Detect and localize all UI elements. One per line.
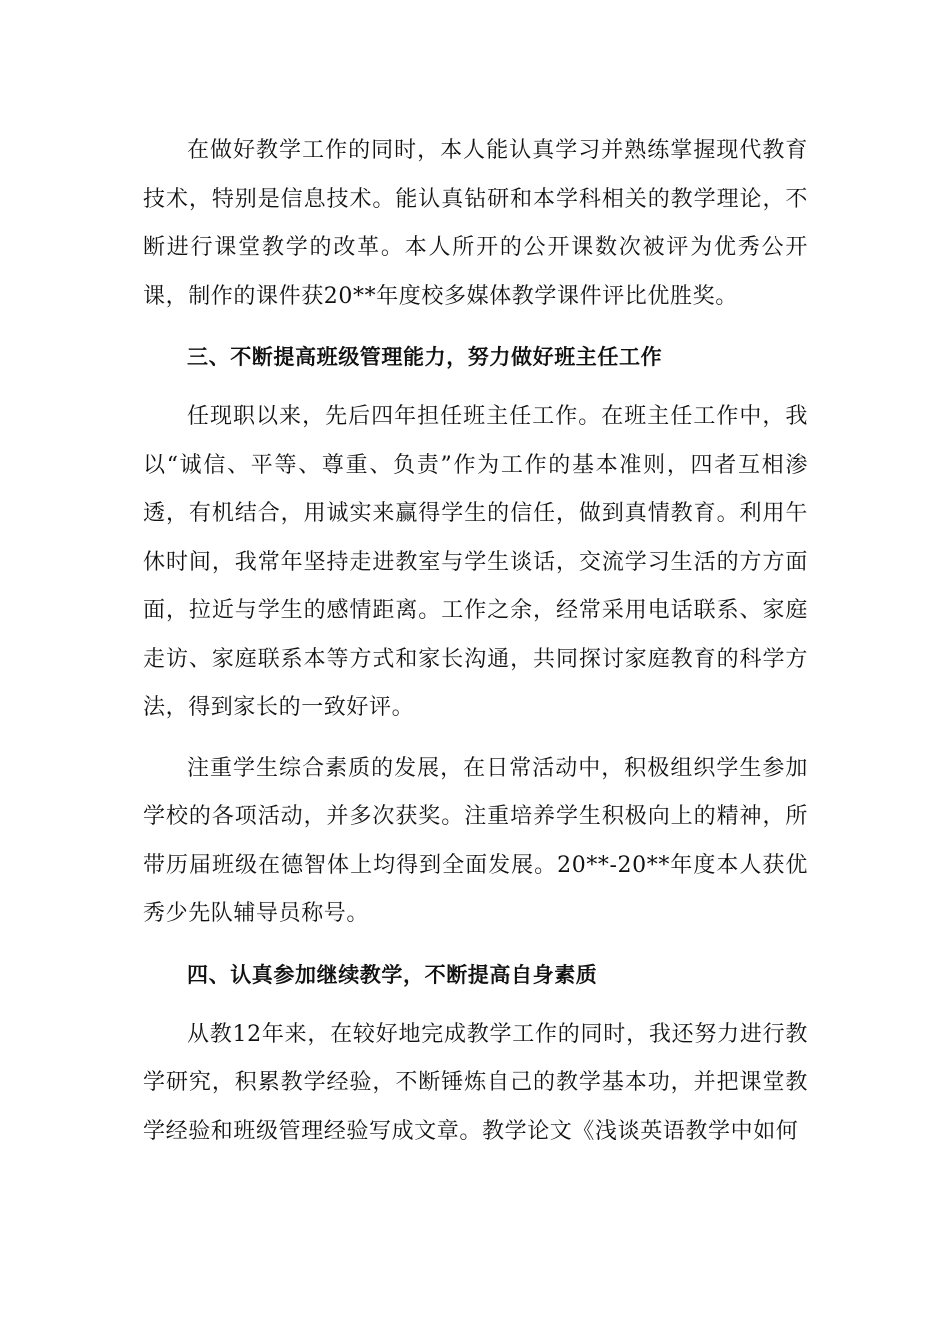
paragraph-gap: [143, 999, 808, 1011]
paragraph-teaching-research: 从教12年来，在较好地完成教学工作的同时，我还努力进行教学研究，积累教学经验，不断锤炼自己的教学基本功，并把课堂教学经验和班级管理经验写成文章。教学论文《浅谈英语教学中如何: [143, 1021, 808, 1144]
paragraph-gap: [143, 939, 808, 951]
section-heading-continuing-education: 四、认真参加继续教学，不断提高自身素质: [187, 962, 598, 987]
paragraph-student-development: 注重学生综合素质的发展，在日常活动中，积极组织学生参加学校的各项活动，并多次获奖。注重培养学生积极向上的精神，所带历届班级在德智体上均得到全面发展。20**-20**年度本人获优秀少先队辅导员称号。: [143, 755, 808, 926]
paragraph-teaching-tech: 在做好教学工作的同时，本人能认真学习并熟练掌握现代教育技术，特别是信息技术。能认真钻研和本学科相关的教学理论，不断进行课堂教学的改革。本人所开的公开课数次被评为优秀公开课，制作的课件获20**年度校多媒体教学课件评比优胜奖。: [143, 138, 808, 309]
paragraph-gap: [143, 733, 808, 745]
paragraph-gap: [143, 381, 808, 393]
document-body: [143, 127, 808, 1156]
paragraph-gap: [143, 321, 808, 333]
section-heading-class-management: 三、不断提高班级管理能力，努力做好班主任工作: [187, 345, 663, 369]
paragraph-class-teacher-work: 任现职以来，先后四年担任班主任工作。在班主任工作中，我以“诚信、平等、尊重、负责”作为工作的基本准则，四者互相渗透，有机结合，用诚实来赢得学生的信任，做到真情教育。利用午休时间，我常年坚持走进教室与学生谈话，交流学习生活的方方面面，拉近与学生的感情距离。工作之余，经常采用电话联系、家庭走访、家庭联系本等方式和家长沟通，共同探讨家庭教育的科学方法，得到家长的一致好评。: [143, 404, 808, 720]
